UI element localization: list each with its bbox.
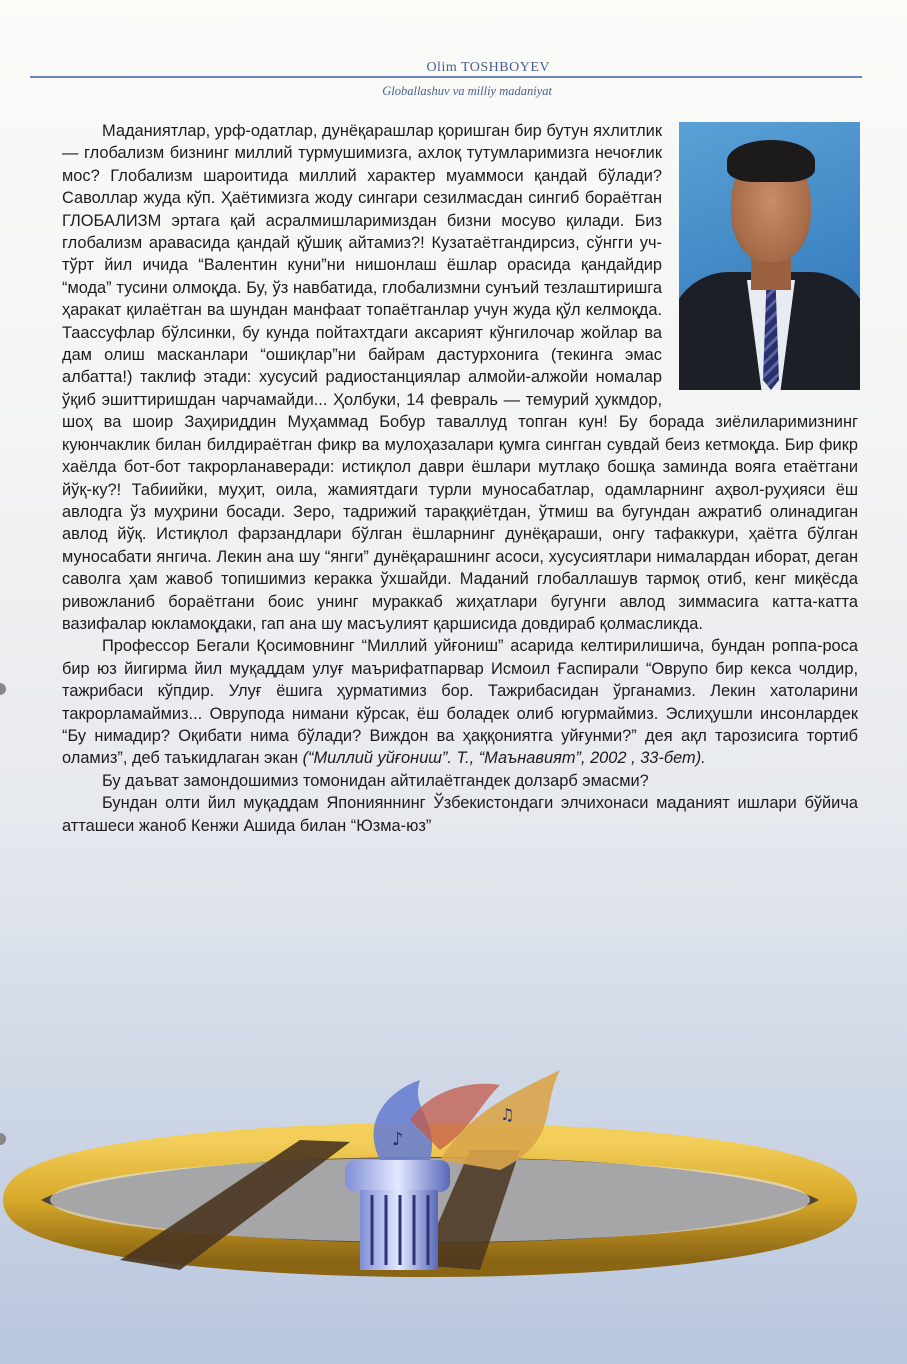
paragraph-2-text: Профессор Бегали Қосимовнинг “Миллий уйғониш” асарида келтирилишича, бундан роппа-роса бир юз йигирма йил муқаддам улуғ маърифатпарвар Исмоил Ғаспирали “Оврупо бир кекса чолдир, тажрибаси кўпдир. Улуғ ёшига ҳурматимиз бор. Тажрибасидан ўрганамиз. Лекин хатоларини такрорламаймиз... Оврупода нимани кўрсак, ёш боладек олиб югурмаймиз. Эслиҳушли инсонлардек “Бу нимадир? Оқибати нима бўлади? Виждон ва ҳаққониятга уйғунми?” дея ақл тарозисига тортиб оламиз”, деб таъкидлаган экан xyxy=(62,637,858,768)
paragraph-1: Маданиятлар, урф-одатлар, дунёқарашлар қоришган бир бутун яхлитлик — глобализм бизнинг миллий турмушимизга, ахлоқ тутумларимизга нечоғлик мос? Глобализм шароитида миллий характер муаммоси қандай бўлади? Саволлар жуда кўп. Ҳаётимизга жоду сингари сезилмасдан сингиб бораётган ГЛОБАЛИЗМ эртага қай асралмишларимиздан бизни мосуво қилади. Биз глобализм аравасида қандай қўшиқ айтамиз?! Кузатаётгандирсиз, сўнгги уч-тўрт йил ичида “Валентин куни”ни нишонлаш ёшлар орасида қандайдир “мода” тусини олмоқда. Бу, ўз навбатида, глобализмни сунъий тезлаштиришга ҳаракат қилаётган ва шундан манфаат топаётганлар учун жуда қўл келмоқда. Таассуфлар бўлсинки, бу кунда пойтахтдаги аксарият кўнгилочар жойлар ва дам олиш масканлари “ошиқлар”ни байрам дастурхонига (текинга эмас албатта!) таклиф этади: хусусий радиостанциялар алмойи-алжойи номалар ўқиб эшиттиришдан чарчамайди... Ҳолбуки, 14 февраль — темурий ҳукмдор, шоҳ ва шоир Заҳириддин Муҳаммад Бобур таваллуд топган кун! Бу борада зиёлиларимизнинг куюнчаклик билан билдираётган фикр ва мулоҳазалари қумга сингган сувдай беиз кетмоқда. Бир фикр хаёлда бот-бот такрорланаверади: истиқлол даври ёшлари мутлақо бошқа заминда вояга етаётгани йўқ-ку?! Табиийки, муҳит, оила, жамиятдаги турли муносабатлар, одамларнинг аҳвол-руҳияси ёш авлодга ўз муҳрини босади. Зеро, тадрижий тараққиётдан, ўтмиш ва бугундан ажратиб олинадиган авлод йўқ. Истиқлол фарзандлари бўлган ёшларнинг дунёқараши, онгу тафаккури, ҳаётга бўлган муносабати янгича. Лекин ана шу “янги” дунёқарашнинг асоси, хусусиятлари нималардан иборат, деган саволга ҳам жавоб топишимиз керакка ўхшайди. Маданий глобаллашув тармоқ отиб, кенг миқёсда ривожланиб бораётгани боис унинг мураккаб жиҳатлари бугунги авлод зиммасига катта-катта вазифалар юкламоқдаки, гап ана шу масъулият қаршисида довдираб қолмасликда. xyxy=(62,122,858,633)
decorative-ring-illustration xyxy=(0,1060,907,1364)
paragraph-3: Бу даъват замондошимиз томонидан айтилаётгандек долзарб эмасми? xyxy=(102,771,649,790)
photo-wrap-spacer xyxy=(662,120,858,398)
music-note-icon: ♪ xyxy=(392,1129,404,1150)
paragraph-2 xyxy=(62,635,858,769)
music-note-icon: ♫ xyxy=(500,1105,515,1124)
header-rule xyxy=(30,76,862,78)
column-capital xyxy=(345,1160,450,1192)
running-header-author: Olim TOSHBOYEV xyxy=(426,60,550,75)
citation: (“Миллий уйғониш”. Т., “Маънавият”, 2002 , 33-бет). xyxy=(302,749,706,768)
binder-hole xyxy=(0,683,6,695)
running-header-title: Globallashuv va milliy madaniyat xyxy=(382,84,552,98)
article-body xyxy=(62,120,858,837)
paragraph-4: Бундан олти йил муқаддам Японияннинг Ўзбекистондаги элчихонаси маданият ишлари бўйича атташеси жаноб Кенжи Ашида билан “Юзма-юз” xyxy=(62,794,858,835)
